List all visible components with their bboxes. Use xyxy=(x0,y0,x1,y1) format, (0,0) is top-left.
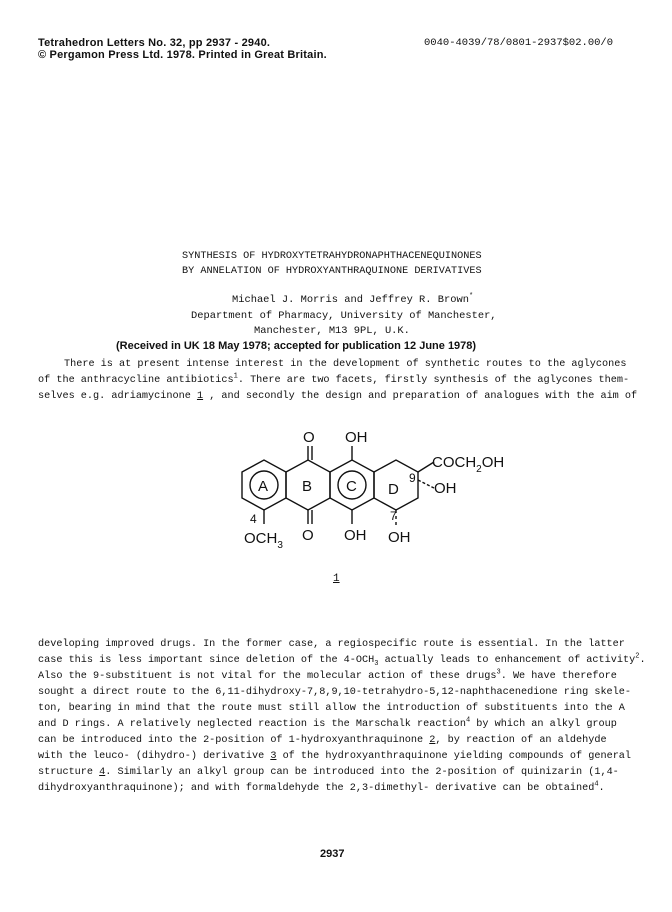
journal-citation: Tetrahedron Letters No. 32, pp 2937 - 2940. xyxy=(38,37,271,49)
body-line-2: case this is less important since deletion of the $4-OCH_3$ actually leads to enhancement of activity$^2$. xyxy=(38,652,646,669)
received-line: (Received in UK 18 May 1978; accepted for publication 12 June 1978) xyxy=(116,340,477,352)
ring-d-label: D xyxy=(388,481,399,498)
nine-hydroxyl: OH xyxy=(434,480,457,497)
nine-oh-bond xyxy=(418,480,434,488)
intro-line-2: of the anthracycline antibiotics$^1$. There are two facets, firstly synthesis of the aglycones them- xyxy=(38,372,630,386)
page-number: 2937 xyxy=(320,848,345,860)
article-code: 0040-4039/78/0801-2937$02.00/0 xyxy=(424,37,614,49)
affiliation-line-1: Department of Pharmacy, University of Manchester, xyxy=(191,310,497,322)
author-names: Michael J. Morris and Jeffrey R. Brown* xyxy=(232,292,474,306)
ring-a-label: A xyxy=(258,478,269,495)
title-line-1: SYNTHESIS OF HYDROXYTETRAHYDRONAPHTHACENEQUINONES xyxy=(182,251,482,262)
top-hydroxyl: OH xyxy=(345,429,368,446)
body-line-4: sought a direct route to the 6,11-dihydroxy-7,8,9,10-tetrahydro-5,12-naphthacenedione ring skele- xyxy=(38,687,632,698)
bottom-carbonyl-o: O xyxy=(302,527,314,544)
side-chain-label: $COCH_2OH$ xyxy=(432,454,505,475)
body-line-9: structure 4. Similarly an alkyl group can be introduced into the 2-position of quinizarin (1,4- xyxy=(38,767,619,778)
body-line-6: and D rings. A relatively neglected reaction is the Marschalk reaction$^4$ by which an alkyl group xyxy=(38,716,617,730)
ring-c-label: C xyxy=(346,478,357,495)
top-carbonyl-o: O xyxy=(303,429,315,446)
body-line-5: ton, bearing in mind that the route must still allow the introduction of substituents into the A xyxy=(38,703,625,714)
body-line-1: developing improved drugs. In the former case, a regiospecific route is essential. In the latter xyxy=(38,639,625,650)
methoxy-label: $OCH_3$ xyxy=(244,530,283,551)
intro-line-1: There is at present intense interest in the development of synthetic routes to the aglycones xyxy=(64,359,627,370)
bottom-hydroxyl-1: OH xyxy=(344,527,367,544)
adriamycinone-structure xyxy=(220,422,540,562)
compound-number-label: 1 xyxy=(333,573,340,585)
position-4-label: 4 xyxy=(250,512,257,526)
copyright-line: © Pergamon Press Ltd. 1978. Printed in Great Britain. xyxy=(38,49,327,61)
ring-b-label: B xyxy=(302,478,313,495)
body-line-3: Also the 9-substituent is not vital for the molecular action of these drugs$^3$. We have therefore xyxy=(38,668,617,682)
body-line-8: with the leuco- (dihydro-) derivative 3 of the hydroxyanthraquinone yielding compounds of general xyxy=(38,751,632,762)
body-line-10: dihydroxyanthraquinone); and with formaldehyde the 2,3-dimethyl- derivative can be obtained$^4$. xyxy=(38,780,605,794)
position-7-label: 7 xyxy=(390,509,397,523)
title-line-2: BY ANNELATION OF HYDROXYANTHRAQUINONE DERIVATIVES xyxy=(182,266,482,277)
body-line-7: can be introduced into the 2-position of 1-hydroxyanthraquinone 2, by reaction of an aldehyde xyxy=(38,735,607,746)
bottom-hydroxyl-2: OH xyxy=(388,529,411,546)
affiliation-line-2: Manchester, M13 9PL, U.K. xyxy=(254,325,410,337)
position-9-label: 9 xyxy=(409,471,416,485)
intro-line-3: selves e.g. adriamycinone 1 , and secondly the design and preparation of analogues with the aim of xyxy=(38,391,638,402)
